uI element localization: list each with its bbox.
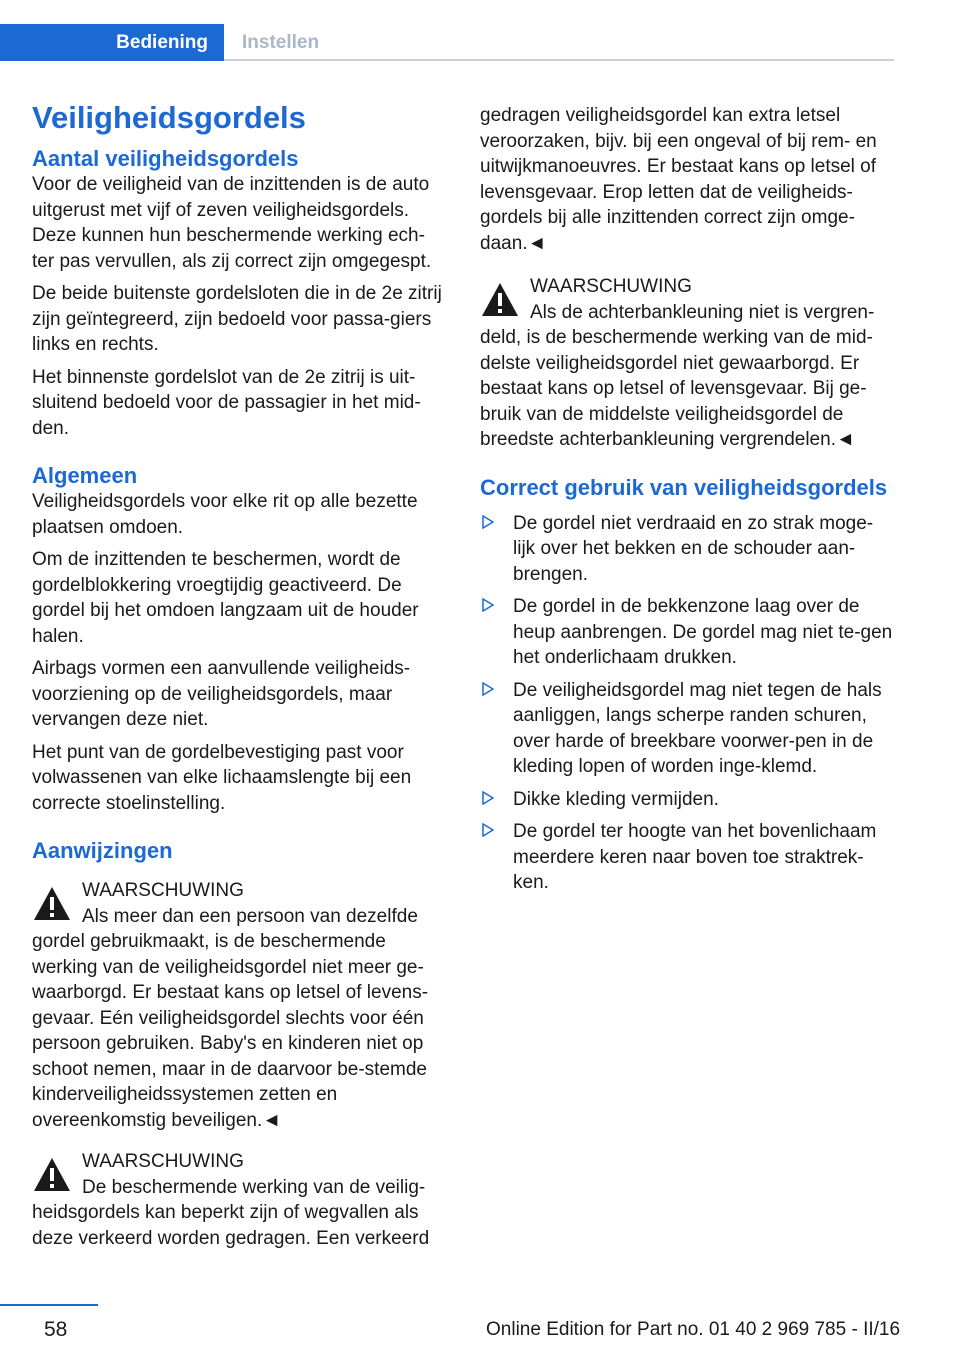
section-heading-correct-gebruik: Correct gebruik van veiligheidsgordels (480, 474, 888, 500)
tab-bediening[interactable]: Bediening (0, 24, 224, 61)
triangle-bullet-icon (482, 682, 494, 696)
warning-block (32, 1149, 447, 1251)
paragraph: Veiligheidsgordels voor elke rit op alle bezette plaatsen omdoen. (32, 491, 418, 538)
triangle-bullet-icon (482, 823, 494, 837)
paragraph: Om de inzittenden te beschermen, wordt de gordelblokkering vroegtijdig geactiveerd. De gordel bij het omdoen langzaam uit de houder halen. (32, 549, 419, 647)
left-column (32, 100, 447, 1259)
warning-block (480, 274, 895, 453)
triangle-bullet-icon (482, 598, 494, 612)
bullet-list (480, 511, 895, 896)
warning-text: De beschermende werking van de veilig-heidsgordels kan beperkt zijn of wegvallen als deze verkeerd worden gedragen. Een verkeerd (32, 1176, 430, 1249)
warning-title: WAARSCHUWING (530, 276, 692, 297)
paragraph: Het binnenste gordelslot van de 2e zitrij is uit-sluitend bedoeld voor de passagier in het mid-den. (32, 366, 421, 439)
list-item-text: De gordel in de bekkenzone laag over de heup aanbrengen. De gordel mag niet te-gen het onderlichaam drukken. (513, 596, 893, 668)
section-heading-aantal: Aantal veiligheidsgordels (32, 146, 299, 171)
warning-triangle-icon (32, 1155, 72, 1195)
footer-divider (0, 1304, 98, 1306)
edition-note: Online Edition for Part no. 01 40 2 969 785 - II/16 (486, 1319, 901, 1340)
list-item-text: De veiligheidsgordel mag niet tegen de hals aanliggen, langs scherpe randen schuren, over harde of breekbare voorwer-pen in de kleding lopen of worden inge-klemd. (513, 679, 882, 777)
section-heading-algemeen: Algemeen (32, 463, 138, 488)
paragraph: Airbags vormen een aanvullende veiligheids-voorziening op de veiligheidsgordels, maar vervangen deze niet. (32, 658, 411, 730)
warning-text: Als de achterbankleuning niet is vergren-deld, is de beschermende werking van de mid-delste veiligheidsgordel niet gewaarborgd. Er bestaat kans op letsel of levensgevaar. Bij ge-bruik van de middelste veiligheidsgordel de breedste achterbankleuning vergrendelen.◄ (480, 301, 875, 450)
list-item-text: De gordel ter hoogte van het bovenlichaam meerdere keren naar boven toe straktrek-ken. (513, 821, 877, 893)
list-item-text: Dikke kleding vermijden. (513, 788, 719, 810)
list-item (480, 511, 895, 588)
page-header (0, 0, 960, 64)
paragraph: Het punt van de gordelbevestiging past voor volwassenen van elke lichaamslengte bij een correcte stoelinstelling. (32, 741, 412, 814)
page-title: Veiligheidsgordels (32, 100, 306, 135)
page-number: 58 (44, 1318, 68, 1341)
warning-text: Als meer dan een persoon van dezelfde gordel gebruikmaakt, is de beschermende werking van de veiligheidsgordel niet meer ge-waarborgd. Er bestaat kans op letsel of levens-gevaar. Eén veiligheidsgordel slechts voor één persoon gebruiken. Baby's en kinderen niet op schoot nemen, maar in de daarvoor be-stemde kinderveiligheidssystemen zetten en overeenkomstig beveiligen.◄ (32, 905, 429, 1131)
tab-instellen[interactable]: Instellen (242, 32, 320, 53)
list-item (480, 787, 895, 813)
right-column (480, 103, 895, 903)
paragraph: gedragen veiligheidsgordel kan extra letsel veroorzaken, bijv. bij een ongeval of bij rem- en uitwijkmanoeuvres. Er bestaat kans op letsel of levensgevaar. Erop letten dat de veiligheids-gordels bij alle inzittenden correct zijn omge-daan.◄ (480, 105, 877, 254)
paragraph: Voor de veiligheid van de inzittenden is de auto uitgerust met vijf of zeven veiligheidsgordels. Deze kunnen hun beschermende werking ech-ter pas vervullen, als zij correct zijn omgegespt. (32, 174, 432, 272)
list-item (480, 678, 895, 780)
triangle-bullet-icon (482, 515, 494, 529)
triangle-bullet-icon (482, 791, 494, 805)
paragraph: De beide buitenste gordelsloten die in de 2e zitrij zijn geïntegreerd, zijn bedoeld voor passa-giers links en rechts. (32, 283, 442, 355)
warning-triangle-icon (32, 884, 72, 924)
header-divider (224, 59, 894, 61)
warning-title: WAARSCHUWING (82, 1151, 244, 1172)
warning-triangle-icon (480, 280, 520, 320)
list-item-text: De gordel niet verdraaid en zo strak moge-lijk over het bekken en de schouder aan-brengen. (513, 512, 874, 585)
list-item (480, 819, 895, 896)
warning-title: WAARSCHUWING (82, 880, 244, 901)
warning-block (32, 878, 447, 1133)
section-heading-aanwijzingen: Aanwijzingen (32, 838, 173, 863)
list-item (480, 594, 895, 671)
